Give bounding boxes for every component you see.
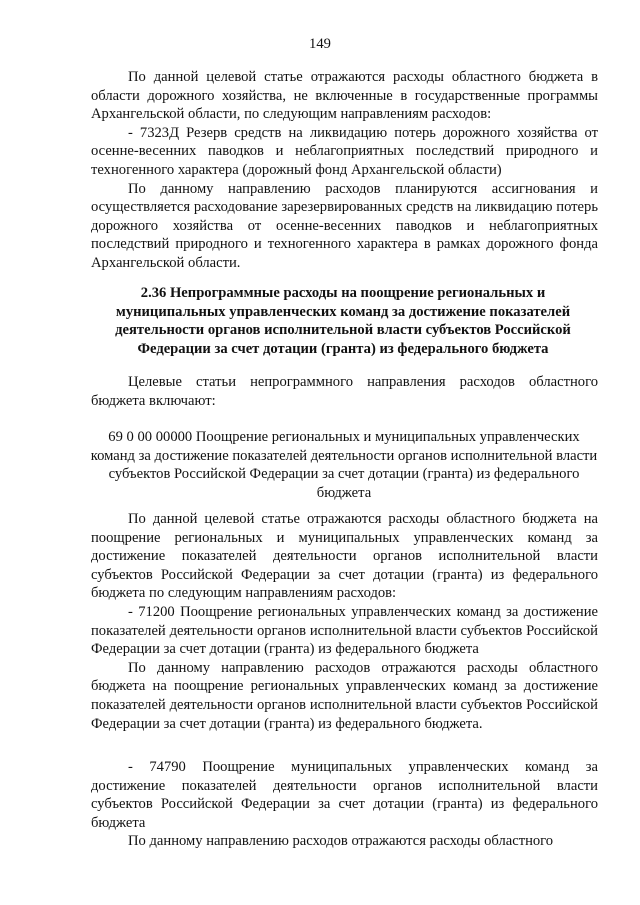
list-item-7323d: - 7323Д Резерв средств на ликвидацию потерь дорожного хозяйства от осенне-весенних паводков и неблагоприятных последствий природного и техногенного характера (дорожный фонд Архангельской области) <box>91 124 598 178</box>
list-item-71200: - 71200 Поощрение региональных управленческих команд за достижение показателей деятельности органов исполнительной власти субъектов Российской Федерации за счет дотации (гранта) из федерального бюджета <box>91 603 598 658</box>
paragraph-municipal-teams: По данному направлению расходов отражаются расходы областного <box>128 833 554 850</box>
page-number: 149 <box>309 36 331 52</box>
list-item-74790: - 74790 Поощрение муниципальных управленческих команд за достижение показателей деятельности органов исполнительной власти субъектов Российской Федерации за счет дотации (гранта) из федерального бюджета <box>91 759 598 831</box>
paragraph-intro: Целевые статьи непрограммного направления расходов областного бюджета включают: <box>91 374 598 409</box>
incentive-block <box>91 510 598 733</box>
paragraph-regional-teams: По данному направлению расходов отражаются расходы областного бюджета на поощрение региональных управленческих команд за достижение показателей деятельности органов исполнительной власти субъектов Российской Федерации за счет дотации (гранта) из федерального бюджета. <box>91 659 598 732</box>
target-article-title: 69 0 00 00000 Поощрение региональных и муниципальных управленческих команд за достижение показателей деятельности органов исполнительной власти субъектов Российской Федерации за счет дотации (гранта) из федерального бюджета <box>90 429 598 501</box>
paragraph-road-expenses: По данной целевой статье отражаются расходы областного бюджета в области дорожного хозяйства, не включенные в государственные программы Архангельской области, по следующим направлениям расходов: <box>91 69 598 123</box>
road-fund-block <box>91 68 598 273</box>
section-heading: 2.36 Непрограммные расходы на поощрение региональных и муниципальных управленческих команд за достижение показателей деятельности органов исполнительной власти субъектов Российской Федерации за счет дотации (гранта) из федерального бюджета <box>115 285 571 357</box>
paragraph-incentive-expenses: По данной целевой статье отражаются расходы областного бюджета на поощрение региональных и муниципальных управленческих команд за достижение показателей деятельности органов исполнительной власти субъектов Российской Федерации за счет дотации (гранта) из федерального бюджета по следующим направлениям расходов: <box>91 511 598 602</box>
municipal-block <box>91 758 598 851</box>
intro-block <box>91 373 598 410</box>
paragraph-road-reserve: По данному направлению расходов планируются ассигнования и осуществляется расходование зарезервированных средств на ликвидацию потерь дорожного хозяйства от осенне-весенних паводков и неблагоприятных последствий природного и техногенного характера в рамках дорожного фонда Архангельской области. <box>91 180 598 271</box>
